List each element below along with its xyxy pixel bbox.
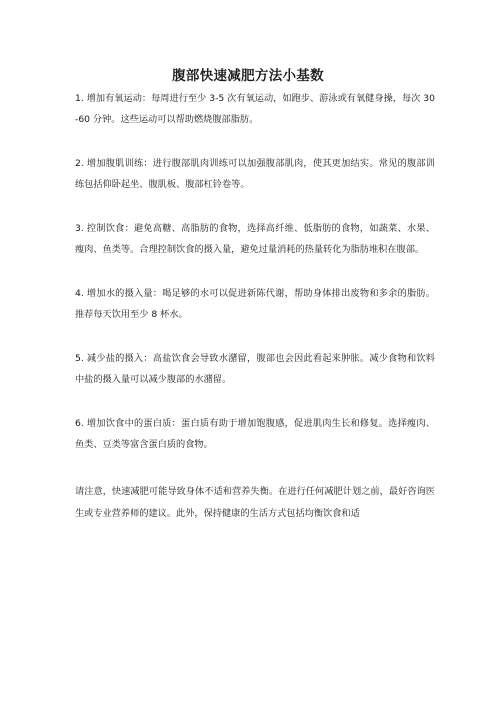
document-body (75, 89, 435, 549)
paragraph-caution-note: 请注意，快速减肥可能导致身体不适和营养失衡。在进行任何减肥计划之前，最好咨询医生或专业营养师的建议。此外，保持健康的生活方式包括均衡饮食和适 (75, 486, 435, 519)
paragraph-aerobic-exercise: 1. 增加有氧运动：每周进行至少 3-5 次有氧运动，如跑步、游泳或有氧健身操，每次 30-60 分钟。这些运动可以帮助燃烧腹部脂肪。 (75, 93, 435, 125)
paragraph-diet-control: 3. 控制饮食：避免高糖、高脂肪的食物，选择高纤维、低脂肪的食物，如蔬菜、水果、瘦肉、鱼类等。合理控制饮食的摄入量，避免过量消耗的热量转化为脂肪堆积在腹部。 (75, 223, 435, 255)
paragraph-salt-reduction: 5. 减少盐的摄入：高盐饮食会导致水潴留，腹部也会因此看起来肿胀。减少食物和饮料中盐的摄入量可以减少腹部的水潴留。 (75, 353, 435, 385)
paragraph-water-intake: 4. 增加水的摄入量：喝足够的水可以促进新陈代谢，帮助身体排出废物和多余的脂肪。推荐每天饮用至少 8 杯水。 (75, 288, 435, 320)
paragraph-ab-training: 2. 增加腹肌训练：进行腹部肌肉训练可以加强腹部肌肉，使其更加结实。常见的腹部训练包括仰卧起坐、腹肌板、腹部杠铃卷等。 (75, 158, 435, 190)
document-title: 腹部快速减肥方法小基数 (172, 68, 324, 84)
paragraph-protein: 6. 增加饮食中的蛋白质：蛋白质有助于增加饱腹感，促进肌肉生长和修复。选择瘦肉、鱼类、豆类等富含蛋白质的食物。 (75, 418, 435, 450)
